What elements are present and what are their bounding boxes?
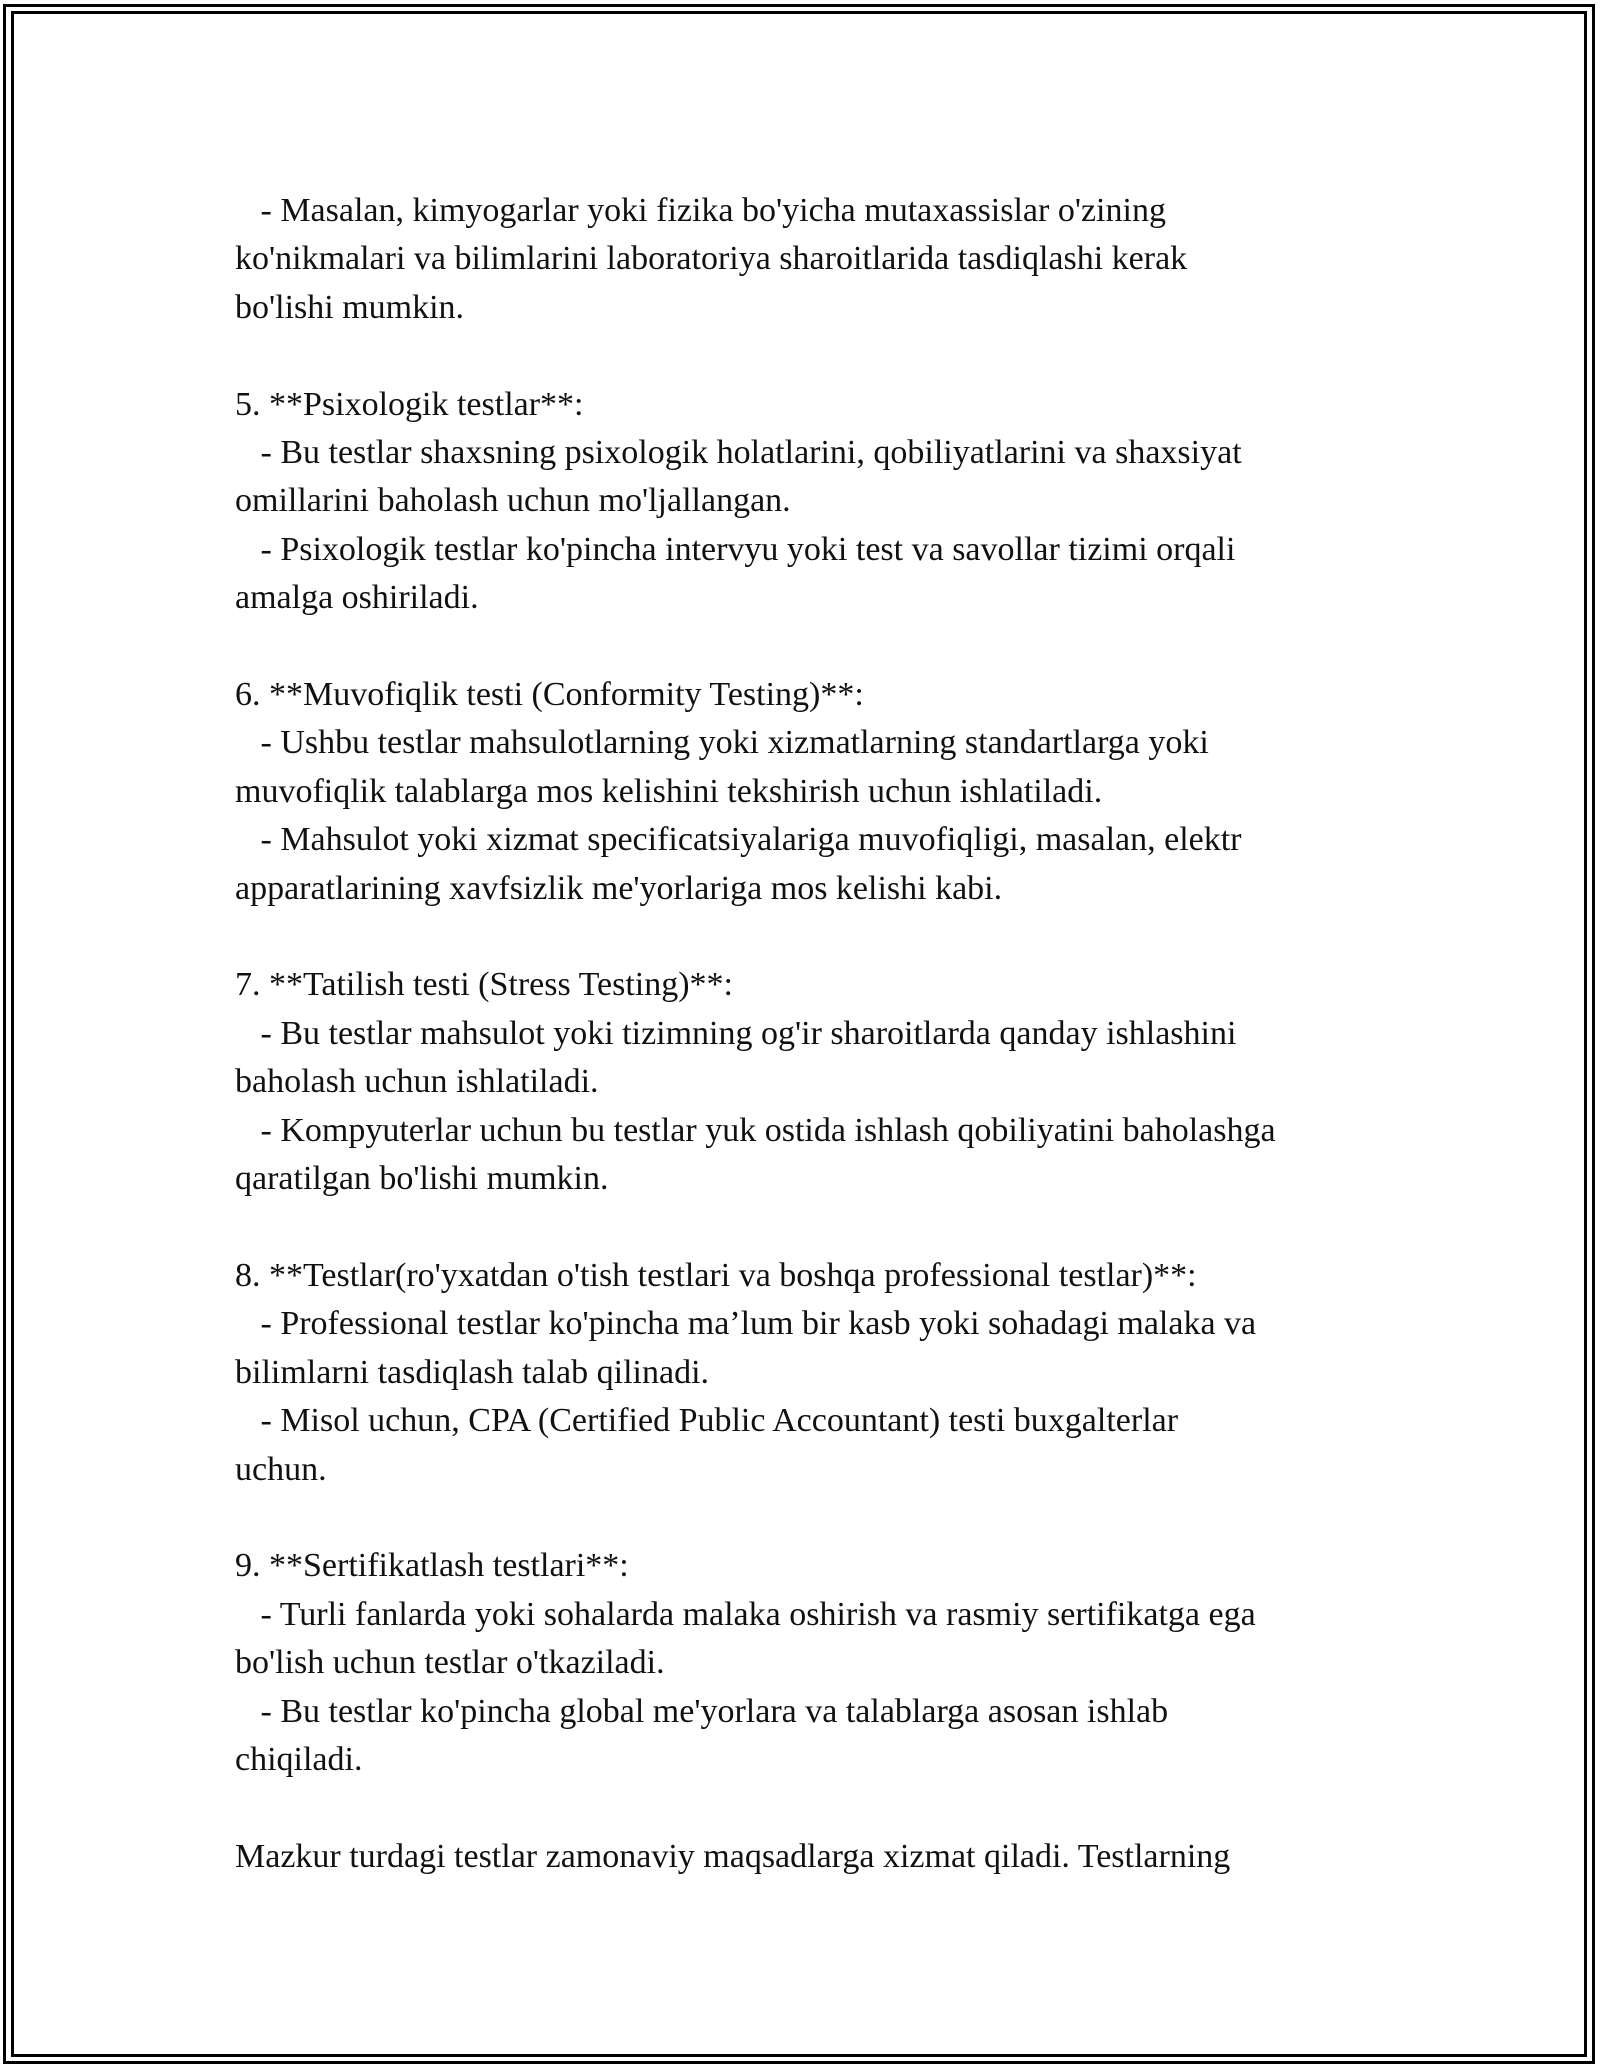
- text-line: - Bu testlar ko'pincha global me'yorlara va talablarga asosan ishlab: [235, 1692, 1169, 1730]
- text-line: chiqiladi.: [235, 1740, 363, 1778]
- text-line: muvofiqlik talablarga mos kelishini tekshirish uchun ishlatiladi.: [235, 772, 1103, 810]
- section-heading: 7. **Tatilish testi (Stress Testing)**:: [235, 966, 733, 1004]
- text-line: - Kompyuterlar uchun bu testlar yuk ostida ishlash qobiliyatini baholashga: [235, 1111, 1276, 1149]
- section-heading: 8. **Testlar(ro'yxatdan o'tish testlari va boshqa professional testlar)**:: [235, 1256, 1197, 1294]
- blank-line: [235, 913, 1415, 961]
- text-line: - Ushbu testlar mahsulotlarning yoki xizmatlarning standartlarga yoki: [235, 724, 1209, 762]
- blank-line: [235, 1784, 1415, 1832]
- text-line: - Bu testlar shaxsning psixologik holatlarini, qobiliyatlarini va shaxsiyat: [235, 434, 1242, 472]
- section-heading: 6. **Muvofiqlik testi (Conformity Testing)**:: [235, 676, 864, 714]
- closing-paragraph-line: Mazkur turdagi testlar zamonaviy maqsadlarga xizmat qiladi. Testlarning: [235, 1837, 1231, 1875]
- blank-line: [235, 332, 1415, 380]
- section-heading: 5. **Psixologik testlar**:: [235, 385, 584, 423]
- text-line: amalga oshiriladi.: [235, 579, 479, 617]
- text-line: - Bu testlar mahsulot yoki tizimning og'ir sharoitlarda qanday ishlashini: [235, 1014, 1237, 1052]
- text-line: - Mahsulot yoki xizmat specificatsiyalariga muvofiqligi, masalan, elektr: [235, 821, 1242, 859]
- section-heading: 9. **Sertifikatlash testlari**:: [235, 1547, 629, 1585]
- text-line: - Professional testlar ko'pincha ma’lum bir kasb yoki sohadagi malaka va: [235, 1305, 1257, 1343]
- blank-line: [235, 623, 1415, 671]
- text-line: bo'lishi mumkin.: [235, 288, 465, 326]
- text-line: qaratilgan bo'lishi mumkin.: [235, 1160, 609, 1198]
- text-line: - Misol uchun, CPA (Certified Public Accountant) testi buxgalterlar: [235, 1402, 1179, 1440]
- text-line: bilimlarni tasdiqlash talab qilinadi.: [235, 1353, 710, 1391]
- text-line: - Masalan, kimyogarlar yoki fizika bo'yicha mutaxassislar o'zining: [235, 192, 1166, 229]
- text-line: - Psixologik testlar ko'pincha intervyu yoki test va savollar tizimi orqali: [235, 530, 1236, 568]
- text-line: omillarini baholash uchun mo'ljallangan.: [235, 482, 791, 520]
- text-line: - Turli fanlarda yoki sohalarda malaka oshirish va rasmiy sertifikatga ega: [235, 1595, 1256, 1633]
- text-line: uchun.: [235, 1450, 327, 1488]
- text-line: bo'lish uchun testlar o'tkaziladi.: [235, 1644, 665, 1682]
- text-line: ko'nikmalari va bilimlarini laboratoriya sharoitlarida tasdiqlashi kerak: [235, 240, 1188, 278]
- blank-line: [235, 1494, 1415, 1542]
- text-line: baholash uchun ishlatiladi.: [235, 1063, 599, 1101]
- text-line: apparatlarining xavfsizlik me'yorlariga mos kelishi kabi.: [235, 869, 1003, 907]
- document-body: [235, 187, 1415, 1881]
- blank-line: [235, 1203, 1415, 1251]
